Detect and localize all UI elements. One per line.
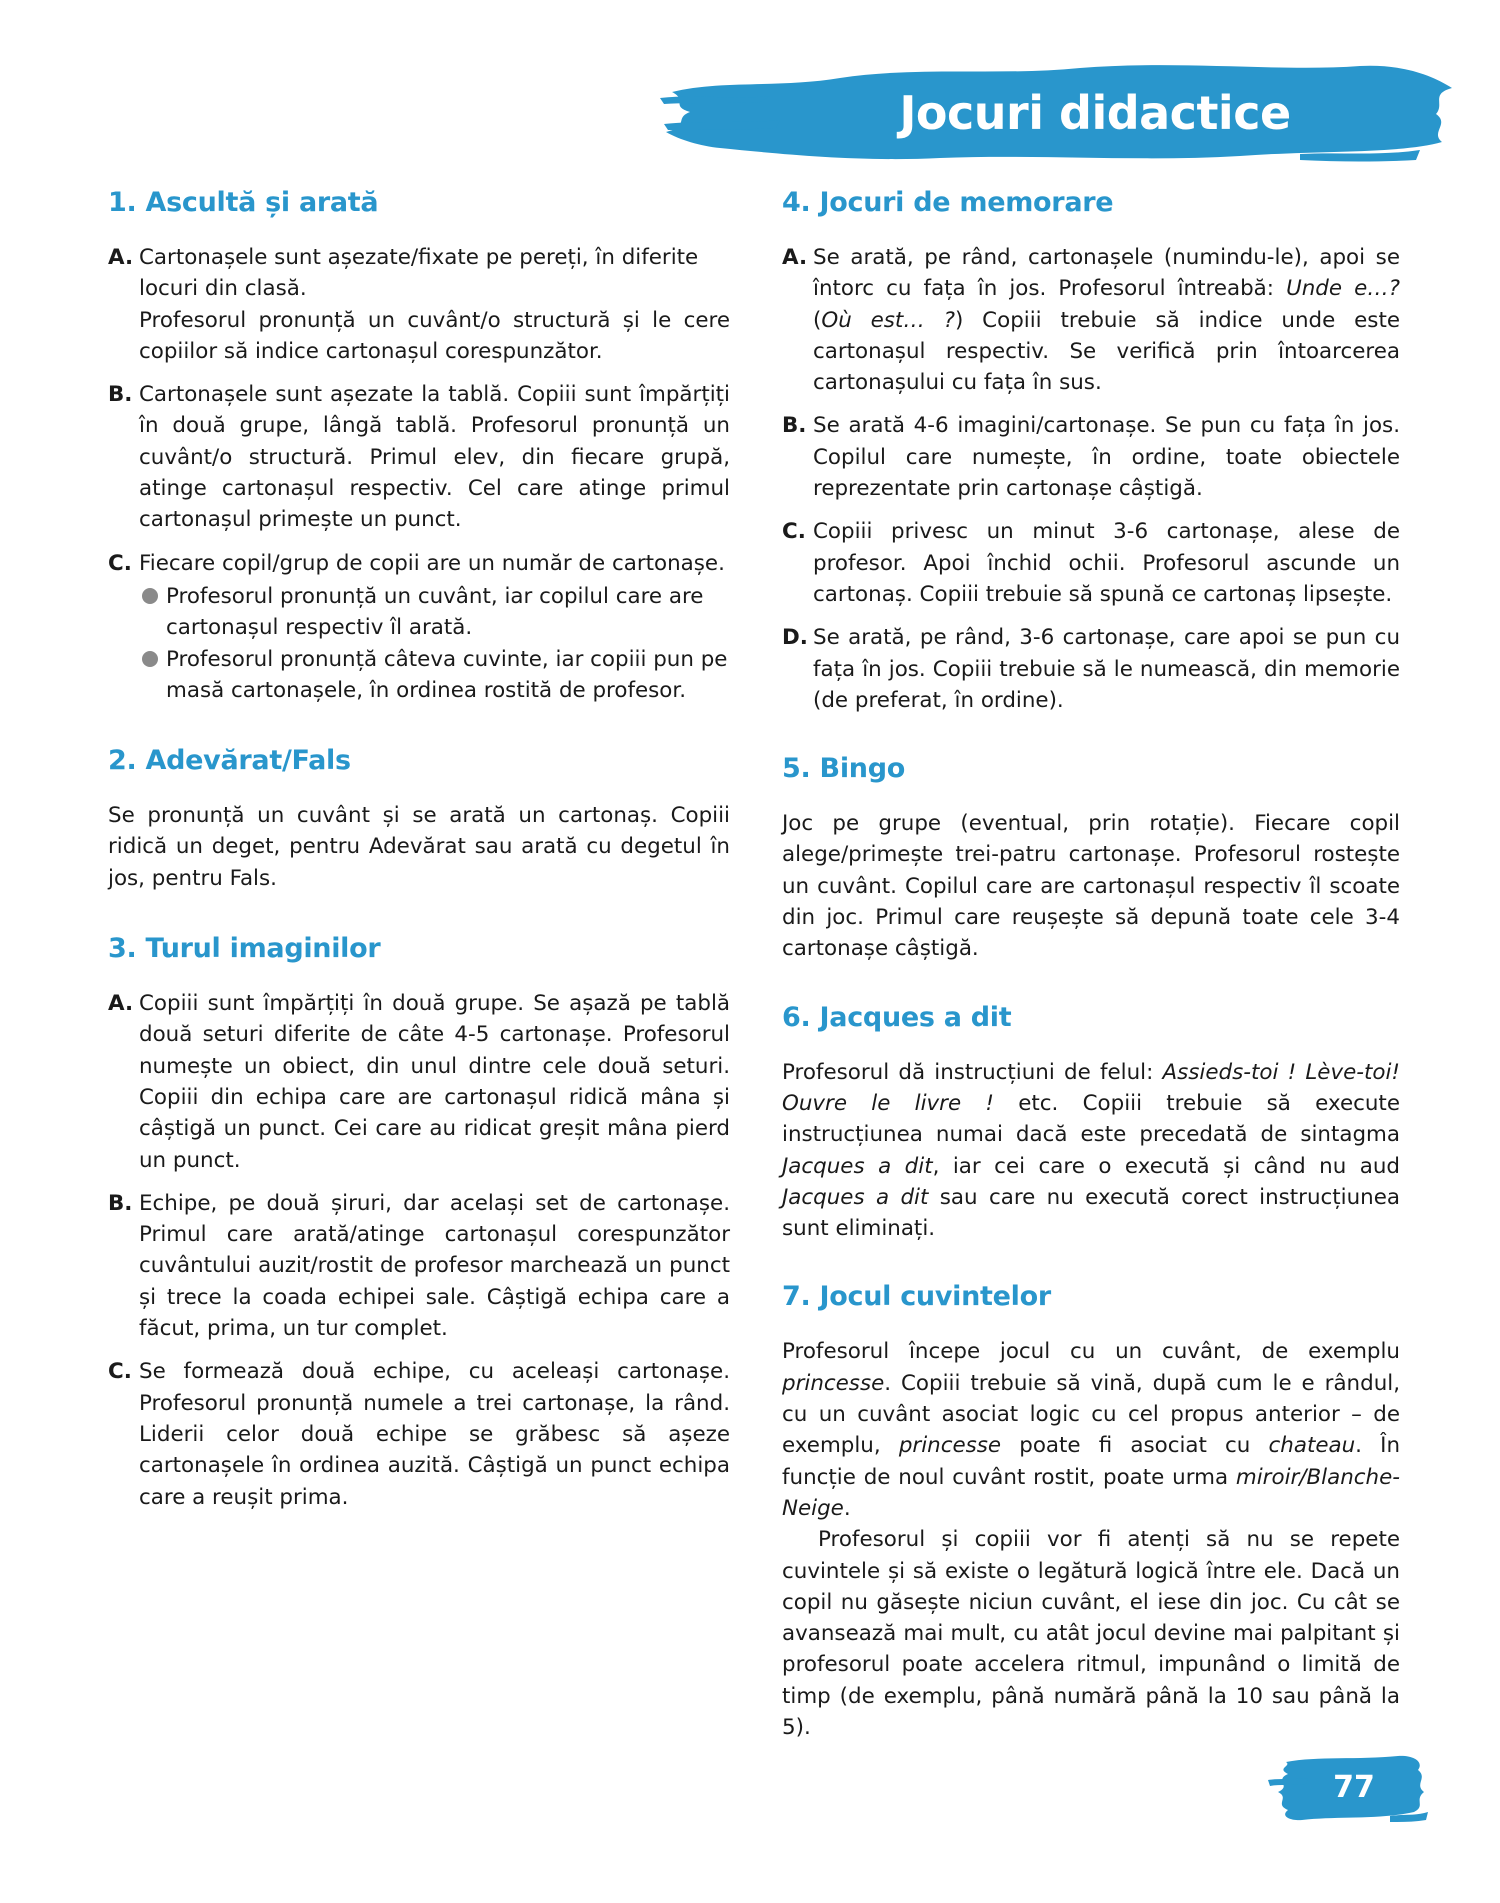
item-text: Fiecare copil/grup de copii are un număr de cartonașe. <box>139 550 725 576</box>
list-item-c <box>108 1356 730 1512</box>
item-text: Se arată 4-6 imagini/cartonașe. Se pun cu fața în jos. Copilul care numește, în ordine, toate obiectele reprezentate prin cartonașe câștigă. <box>813 413 1400 502</box>
section-1 <box>108 186 730 706</box>
page-number-badge <box>1268 1750 1430 1824</box>
section-6 <box>782 1001 1400 1245</box>
list-item-c <box>108 548 730 579</box>
item-letter: C. <box>108 1359 132 1385</box>
section-4 <box>782 186 1400 716</box>
item-letter: A. <box>108 245 134 270</box>
section-5 <box>782 752 1400 964</box>
bullet-text: Profesorul pronunță un cuvânt, iar copilul care are cartonașul respectiv îl arată. <box>166 583 704 641</box>
bullet-item <box>108 644 730 707</box>
item-letter: B. <box>782 413 807 439</box>
section-title: 3. Turul imaginilor <box>108 933 381 965</box>
section-title: 6. Jacques a dit <box>782 1001 1012 1033</box>
item-text: Cartonașele sunt așezate/fixate pe pereți, în diferite locuri din clasă. <box>139 245 699 302</box>
section-text: Profesorul începe jocul cu un cuvânt, de exemplu princesse. Copiii trebuie să vină, după cum le e rândul, cu un cuvânt asociat logic cu cel propus anterior – de exemplu, princesse poate fi asociat cu chateau. În funcție de noul cuvânt rostit, poate urma miroir/Blanche-Neige. <box>782 1339 1400 1521</box>
section-title: 5. Bingo <box>782 753 905 785</box>
section-text: Profesorul și copiii vor fi atenți să nu se repete cuvintele și să existe o legătură logică între ele. Dacă un copil nu găsește niciun cuvânt, el iese din joc. Cu cât se avansează mai mult, cu atât jocul devine mai palpitant și profesorul poate accelera ritmul, impunând o limită de timp (de exemplu, până numără până la 10 sau până la 5). <box>782 1527 1400 1740</box>
page-number: 77 <box>1333 1769 1375 1805</box>
item-letter: B. <box>108 382 133 408</box>
right-column <box>782 186 1400 1773</box>
list-item-b <box>782 410 1400 504</box>
left-column <box>108 186 730 1543</box>
section-title: 1. Ascultă și arată <box>108 187 379 218</box>
item-letter: A. <box>782 245 808 270</box>
item-letter: A. <box>108 991 134 1017</box>
bullet-item <box>108 581 730 644</box>
section-title: 2. Adevărat/Fals <box>108 745 351 777</box>
item-text: Se formează două echipe, cu aceleași cartonașe. Profesorul pronunță numele a trei cartonașe, la rând. Liderii celor două echipe se grăbesc să așeze cartonașele în ordinea auzită. Câștigă un punct echipa care a reușit prima. <box>139 1359 730 1510</box>
list-item-a <box>108 242 730 367</box>
item-text: Se arată, pe rând, cartonașele (numindu-le), apoi se întorc cu fața în jos. Profesorul întreabă: Unde e…? (Où est… ?) Copiii trebuie să indice unde este cartonașul respectiv. Se verifică prin întoarcerea cartonașului cu fața în sus. <box>813 245 1400 396</box>
list-item-b <box>108 1188 730 1344</box>
list-item-d <box>782 622 1400 716</box>
section-text: Se pronunță un cuvânt și se arată un cartonaș. Copiii ridică un deget, pentru Adevărat sau arată cu degetul în jos, pentru Fals. <box>108 803 730 891</box>
bullet-dot-icon <box>142 588 158 604</box>
item-text: Cartonașele sunt așezate la tablă. Copiii sunt împărțiți în două grupe, lângă tablă. Profesorul pronunță un cuvânt/o structură. Primul elev, din fiecare grupă, atinge cartonașul respectiv. Cel care atinge primul cartonașul primește un punct. <box>139 382 730 533</box>
item-text: Copiii sunt împărțiți în două grupe. Se așază pe tablă două seturi diferite de câte 4-5 cartonașe. Profesorul numește un obiect, din unul dintre cele două seturi. Copiii din echipa care are cartonașul ridică mâna și câștigă un punct. Cei care au ridicat greșit mâna pierd un punct. <box>139 991 730 1173</box>
section-2 <box>108 744 730 894</box>
section-title: 7. Jocul cuvintelor <box>782 1281 1051 1313</box>
item-text: Profesorul pronunță un cuvânt/o structură și le cere copiilor să indice cartonașul corespunzător. <box>139 307 730 364</box>
item-letter: D. <box>782 625 808 651</box>
item-letter: C. <box>782 519 806 545</box>
section-title: 4. Jocuri de memorare <box>782 187 1114 218</box>
section-3 <box>108 932 730 1513</box>
item-text: Se arată, pe rând, 3-6 cartonașe, care apoi se pun cu fața în jos. Copiii trebuie să le numească, din memorie (de preferat, în ordine). <box>813 625 1400 713</box>
header-banner <box>660 58 1460 168</box>
bullet-dot-icon <box>142 651 158 667</box>
page-title: Jocuri didactice <box>899 86 1291 140</box>
section-text: Joc pe grupe (eventual, prin rotație). Fiecare copil alege/primește trei-patru cartonașe. Profesorul rostește un cuvânt. Copilul care are cartonașul respectiv îl scoate din joc. Primul care reușește să depună toate cele 3-4 cartonașe câștigă. <box>782 811 1400 962</box>
section-text: Profesorul dă instrucțiuni de felul: Assieds-toi ! Lève-toi! Ouvre le livre ! etc. Copiii trebuie să execute instrucțiunea numai dacă este precedată de sintagma Jacques a dit, iar cei care o execută și când nu aud Jacques a dit sau care nu execută corect instrucțiunea sunt eliminați. <box>782 1059 1401 1242</box>
bullet-text: Profesorul pronunță câteva cuvinte, iar copiii pun pe masă cartonașele, în ordinea rostită de profesor. <box>166 646 728 703</box>
item-text: Copiii privesc un minut 3-6 cartonașe, alese de profesor. Apoi închid ochii. Profesorul ascunde un cartonaș. Copiii trebuie să spună ce cartonaș lipsește. <box>813 519 1400 607</box>
list-item-b <box>108 379 730 535</box>
list-item-a <box>108 988 730 1176</box>
item-letter: B. <box>108 1190 133 1216</box>
list-item-a <box>782 242 1400 398</box>
item-letter: C. <box>108 550 132 576</box>
item-text: Echipe, pe două șiruri, dar același set de cartonașe. Primul care arată/atinge cartonașul corespunzător cuvântului auzit/rostit de profesor marchează un punct și trece la coada echipei sale. Câștigă echipa care a făcut, prima, un tur complet. <box>139 1190 730 1342</box>
list-item-c <box>782 516 1400 610</box>
section-7 <box>782 1280 1400 1743</box>
